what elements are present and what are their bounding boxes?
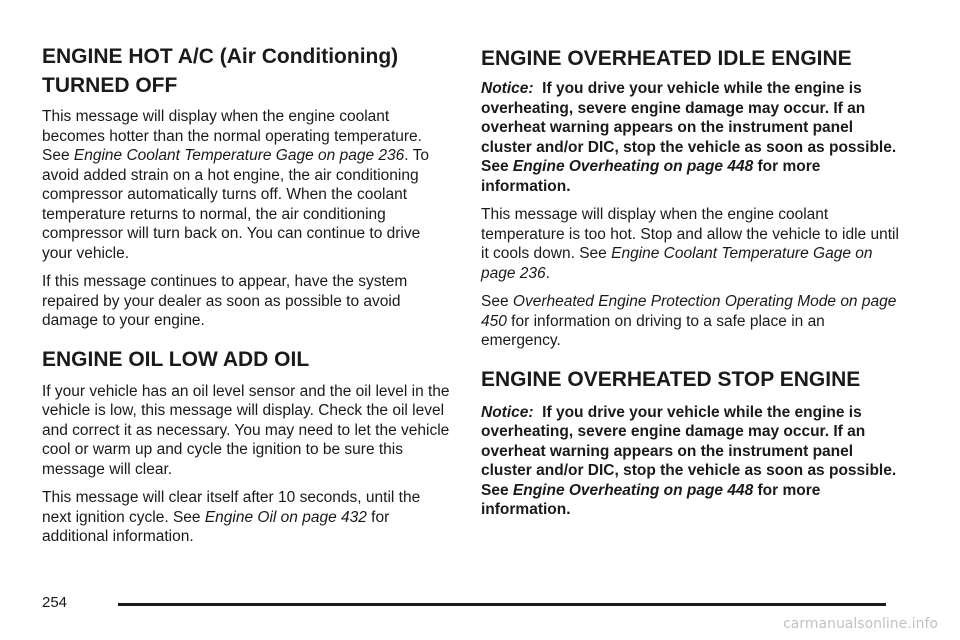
paragraph: If this message continues to appear, have the system repaired by your dealer as soon as possible to avoid damage to your engine. [42,273,408,329]
notice-label: Notice: [481,403,534,421]
notice [481,403,901,520]
right-column [481,0,901,520]
text: for more information. [481,158,821,195]
text: . To avoid added strain on a hot engine, the air conditioning compressor automatically turns off. When the coolant temperature returns to normal, the air conditioning compressor will turn back on. You can continue to drive your vehicle. [42,147,429,262]
paragraph [42,488,452,547]
heading-engine-overheated-idle: ENGINE OVERHEATED IDLE ENGINE [481,47,852,70]
text: This message will display when the engine coolant temperature is too hot. Stop and allow the vehicle to idle until it cools down. See [481,206,899,262]
paragraph [481,205,901,283]
paragraph: If your vehicle has an oil level sensor and the oil level in the vehicle is low, this message will display. Check the oil level and correct it as necessary. You may need to let the vehicle cool or warm up and cycle the ignition to be sure this message will clear. [42,382,450,478]
watermark: carmanualsonline.info [783,616,938,632]
heading-engine-hot-ac [42,42,452,100]
page-reference: Engine Oil on page 432 [204,508,367,526]
page-reference: Engine Overheating on page 448 [512,158,754,175]
heading-engine-overheated-stop: ENGINE OVERHEATED STOP ENGINE [481,367,861,391]
heading-engine-oil-low: ENGINE OIL LOW ADD OIL [42,347,310,371]
text: See [481,293,513,310]
text: This message will display when the engine coolant becomes hotter than the normal operating temperature. See [42,108,422,164]
text: for more information. [481,481,821,518]
text: for information on driving to a safe place in an emergency. [481,312,825,349]
page-reference: Engine Overheating on page 448 [512,481,754,499]
left-column [42,0,452,547]
heading-text: ENGINE HOT A/C (Air Conditioning) TURNED OFF [42,45,399,97]
paragraph [481,292,901,351]
page-number: 254 [42,594,68,611]
text: If you drive your vehicle while the engine is overheating, severe engine damage may occur. If an overheat warning appears on the instrument panel cluster and/or DIC, stop the vehicle as soon as possible. See [481,80,897,175]
page-reference: Engine Coolant Temperature Gage on page 236 [73,147,405,164]
footer-rule [118,603,886,606]
text: . [545,264,550,282]
notice [481,79,901,196]
notice-label: Notice: [481,80,534,97]
text: This message will clear itself after 10 seconds, until the next ignition cycle. See [42,489,421,526]
text: If you drive your vehicle while the engine is overheating, severe engine damage may occur. If an overheat warning appears on the instrument panel cluster and/or DIC, stop the vehicle as soon as possible. See [481,403,897,499]
page-reference: Overheated Engine Protection Operating Mode on page 450 [481,293,897,330]
text: for additional information. [42,508,390,545]
page-reference: Engine Coolant Temperature Gage on page 236 [481,245,873,282]
paragraph [42,107,452,263]
